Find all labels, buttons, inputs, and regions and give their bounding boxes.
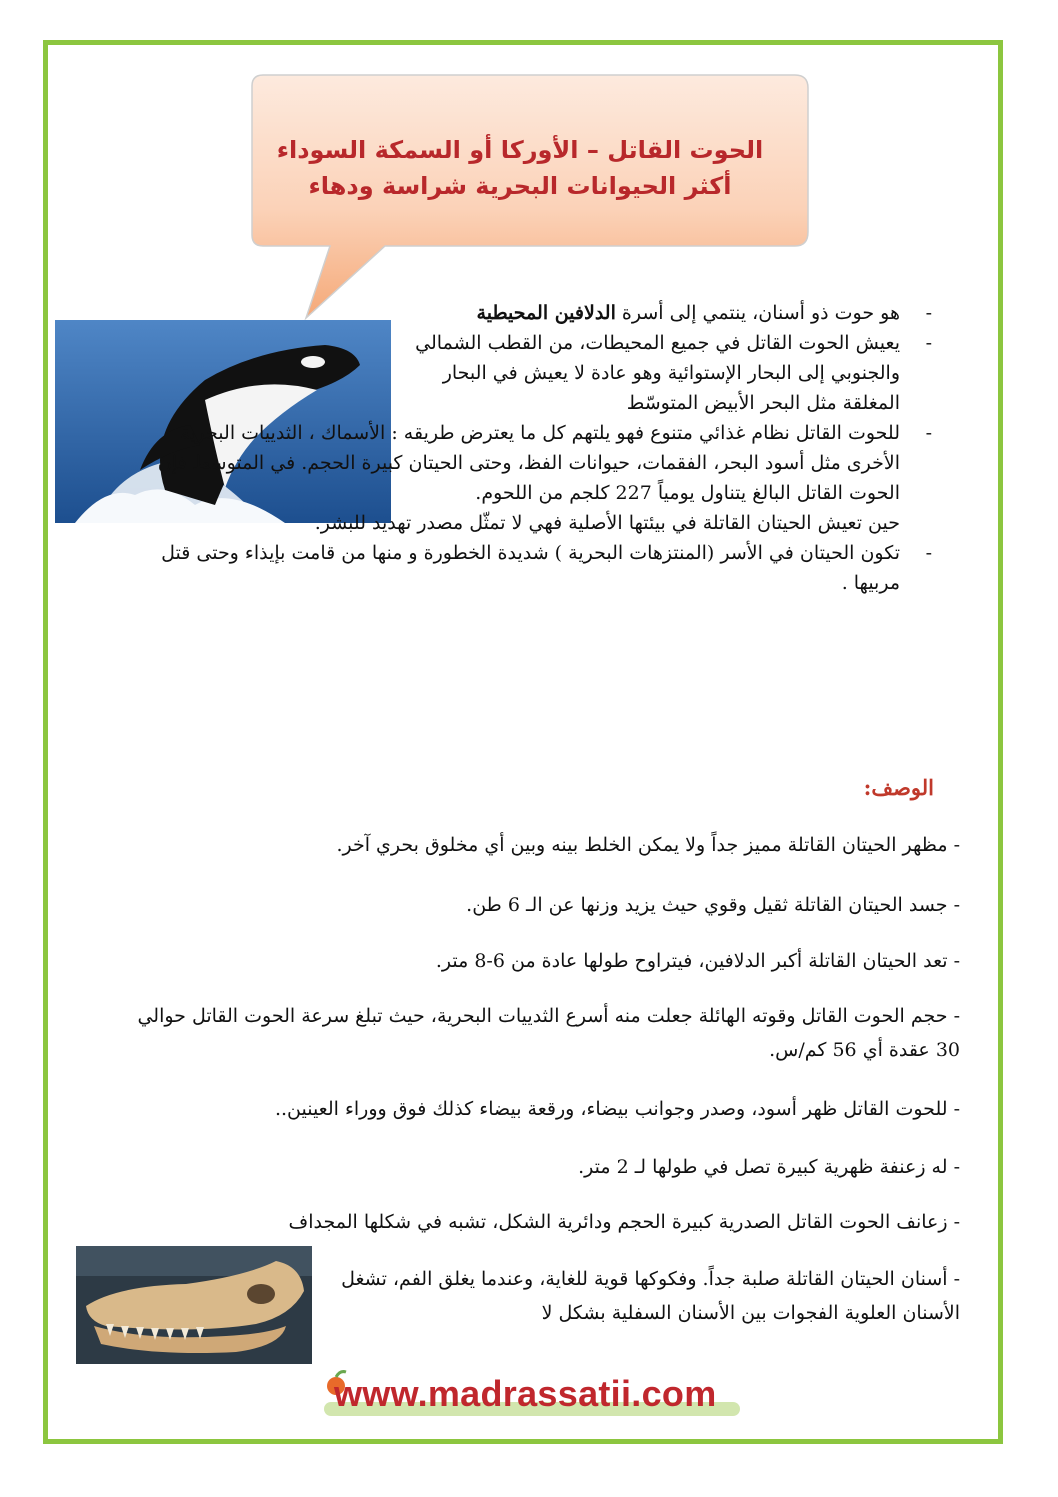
desc-item-5: - للحوت القاتل ظهر أسود، وصدر وجوانب بيضاء، ورقعة بيضاء كذلك فوق ووراء العينين.. xyxy=(274,1098,960,1120)
desc-item-2: - جسد الحيتان القاتلة ثقيل وقوي حيث يزيد وزنها عن الـ 6 طن. xyxy=(466,894,960,916)
title-line-2: أكثر الحيوانات البحرية شراسة ودهاء xyxy=(308,172,732,200)
desc-item-1: - مظهر الحيتان القاتلة مميز جداً ولا يمكن الخلط بينه وبين أي مخلوق بحري آخر. xyxy=(336,834,960,856)
intro-item-4: حين تعيش الحيتان القاتلة في بيئتها الأصلية فهي لا تمثّل مصدر تهديد للبشر. xyxy=(314,512,900,534)
desc-item-4: - حجم الحوت القاتل وقوته الهائلة جعلت منه أسرع الثدييات البحرية، حيث تبلغ سرعة الحوت القاتل حوالي 30 عقدة أي 56 كم/س. xyxy=(137,1005,960,1061)
intro-item-2: - يعيش الحوت القاتل في جميع المحيطات، من القطب الشمالي والجنوبي إلى البحار الإستوائية وهو عادة لا يعيش في البحار المغلقة مثل البحر الأبيض المتوسّط xyxy=(415,332,932,414)
orca-skull-photo xyxy=(76,1246,312,1364)
intro-item-3: - للحوت القاتل نظام غذائي متنوع فهو يلتهم كل ما يعترض طريقه : الأسماك ، الثدييات البحرية الأخرى مثل أسود البحر، الفقمات، حيوانات الفظ، وحتى الحيتان كبيرة الحجم. في المتوسط فإن الحوت القاتل البالغ يتناول يومياً 227 كلجم من اللحوم. xyxy=(157,422,932,504)
page-title xyxy=(240,132,800,204)
desc-item-3: - تعد الحيتان القاتلة أكبر الدلافين، فيتراوح طولها عادة من 6-8 متر. xyxy=(435,950,960,972)
intro-item-1: - هو حوت ذو أسنان، ينتمي إلى أسرة الدلافين المحيطية xyxy=(476,302,932,324)
desc-item-6: - له زعنفة ظهرية كبيرة تصل في طولها لـ 2 متر. xyxy=(578,1156,960,1178)
title-line-1: الحوت القاتل – الأوركا أو السمكة السوداء xyxy=(276,136,764,164)
intro-list xyxy=(140,298,932,598)
footer-website: www.madrassatii.com xyxy=(334,1373,717,1414)
description-heading: الوصف: xyxy=(863,775,934,800)
desc-item-8: - أسنان الحيتان القاتلة صلبة جداً. وفكوكها قوية للغاية، وعندما يغلق الفم، تشغل الأسنان العلوية الفجوات بين الأسنان السفلية بشكل لا xyxy=(341,1268,960,1324)
intro-item-5: - تكون الحيتان في الأسر (المنتزهات البحرية ) شديدة الخطورة و منها من قامت بإيذاء وحتى قتل مربيها . xyxy=(161,542,932,594)
desc-item-7: - زعانف الحوت القاتل الصدرية كبيرة الحجم ودائرية الشكل، تشبه في شكلها المجداف xyxy=(288,1211,960,1233)
